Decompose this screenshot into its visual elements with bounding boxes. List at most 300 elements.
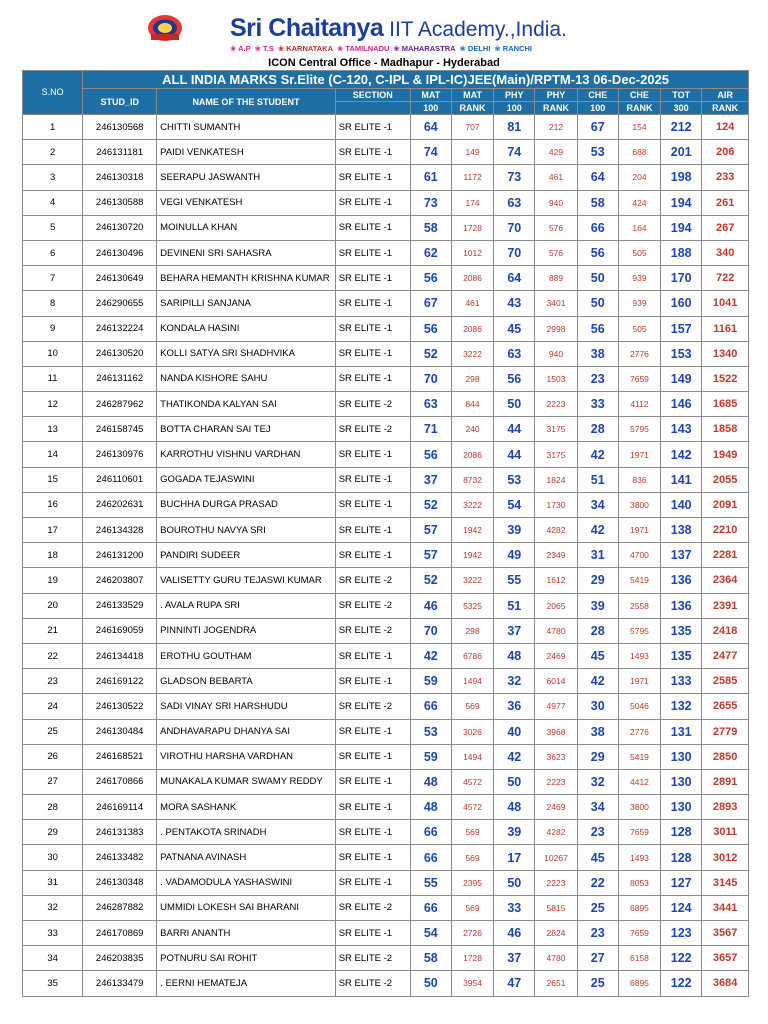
cell-air-rank: 722	[702, 266, 749, 291]
table-row	[23, 795, 749, 820]
cell-section: SR ELITE -1	[335, 366, 410, 391]
cell-che-rank: 1493	[618, 643, 660, 668]
cell-section: SR ELITE -2	[335, 593, 410, 618]
cell-section: SR ELITE -2	[335, 392, 410, 417]
cell-tot: 153	[661, 341, 702, 366]
cell-che: 39	[577, 593, 618, 618]
cell-sno: 3	[23, 165, 83, 190]
cell-mat: 74	[410, 140, 451, 165]
cell-phy-rank: 3175	[535, 417, 577, 442]
cell-stud-id: 246170869	[83, 921, 157, 946]
cell-sno: 7	[23, 266, 83, 291]
cell-mat-rank: 569	[451, 895, 493, 920]
cell-che: 33	[577, 392, 618, 417]
state-label: DELHI	[467, 44, 491, 53]
cell-air-rank: 3684	[702, 971, 749, 996]
cell-name: BARRI ANANTH	[157, 921, 336, 946]
cell-sno: 10	[23, 341, 83, 366]
cell-sno: 32	[23, 895, 83, 920]
cell-air-rank: 1041	[702, 291, 749, 316]
cell-phy: 50	[494, 870, 535, 895]
cell-sno: 22	[23, 643, 83, 668]
cell-air-rank: 2779	[702, 719, 749, 744]
cell-section: SR ELITE -1	[335, 240, 410, 265]
cell-section: SR ELITE -1	[335, 921, 410, 946]
table-row	[23, 266, 749, 291]
col-mat-rank-header: MAT	[451, 89, 493, 102]
cell-che-rank: 7659	[618, 820, 660, 845]
cell-phy-rank: 3968	[535, 719, 577, 744]
cell-phy: 54	[494, 492, 535, 517]
cell-sno: 21	[23, 618, 83, 643]
cell-mat: 73	[410, 190, 451, 215]
cell-mat-rank: 5325	[451, 593, 493, 618]
cell-che: 31	[577, 543, 618, 568]
cell-mat-rank: 1172	[451, 165, 493, 190]
state-item	[278, 44, 333, 53]
cell-tot: 140	[661, 492, 702, 517]
cell-section: SR ELITE -1	[335, 769, 410, 794]
cell-stud-id: 246170866	[83, 769, 157, 794]
cell-phy: 39	[494, 518, 535, 543]
state-label: TAMILNADU	[345, 44, 390, 53]
cell-mat: 57	[410, 543, 451, 568]
col-che-header: CHE	[577, 89, 618, 102]
cell-sno: 34	[23, 946, 83, 971]
table-row	[23, 543, 749, 568]
col-phy-header: PHY	[494, 89, 535, 102]
cell-stud-id: 246169059	[83, 618, 157, 643]
cell-mat: 37	[410, 467, 451, 492]
cell-name: VIROTHU HARSHA VARDHAN	[157, 744, 336, 769]
cell-che: 38	[577, 719, 618, 744]
cell-air-rank: 2893	[702, 795, 749, 820]
cell-section: SR ELITE -1	[335, 543, 410, 568]
state-item	[393, 44, 455, 53]
cell-che-rank: 8053	[618, 870, 660, 895]
cell-stud-id: 246131383	[83, 820, 157, 845]
cell-mat: 59	[410, 669, 451, 694]
col-sno-header: S.NO	[23, 71, 83, 115]
flower-icon: ❀	[277, 44, 287, 53]
table-row	[23, 820, 749, 845]
cell-stud-id: 246168521	[83, 744, 157, 769]
cell-tot: 143	[661, 417, 702, 442]
cell-che: 29	[577, 568, 618, 593]
cell-mat: 56	[410, 266, 451, 291]
cell-phy-rank: 461	[535, 165, 577, 190]
brand-main: Sri Chaitanya	[230, 14, 384, 42]
cell-mat: 70	[410, 366, 451, 391]
col-air-header: AIR	[702, 89, 749, 102]
cell-phy-rank: 2651	[535, 971, 577, 996]
cell-sno: 14	[23, 442, 83, 467]
cell-tot: 212	[661, 115, 702, 140]
col-che-max: 100	[577, 102, 618, 115]
cell-tot: 170	[661, 266, 702, 291]
cell-mat-rank: 4572	[451, 769, 493, 794]
cell-section: SR ELITE -1	[335, 215, 410, 240]
cell-phy-rank: 3401	[535, 291, 577, 316]
cell-che: 42	[577, 669, 618, 694]
cell-sno: 33	[23, 921, 83, 946]
cell-stud-id: 246130588	[83, 190, 157, 215]
cell-name: SEERAPU JASWANTH	[157, 165, 336, 190]
col-mat-max: 100	[410, 102, 451, 115]
cell-mat: 67	[410, 291, 451, 316]
cell-phy: 74	[494, 140, 535, 165]
cell-air-rank: 267	[702, 215, 749, 240]
cell-phy: 70	[494, 240, 535, 265]
cell-name: ANDHAVARAPU DHANYA SAI	[157, 719, 336, 744]
cell-che-rank: 505	[618, 240, 660, 265]
cell-mat-rank: 569	[451, 820, 493, 845]
cell-che: 23	[577, 820, 618, 845]
cell-name: VEGI VENKATESH	[157, 190, 336, 215]
cell-stud-id: 246130720	[83, 215, 157, 240]
cell-tot: 133	[661, 669, 702, 694]
cell-name: KOLLI SATYA SRI SHADHVIKA	[157, 341, 336, 366]
cell-section: SR ELITE -1	[335, 140, 410, 165]
cell-stud-id: 246130568	[83, 115, 157, 140]
cell-che-rank: 4412	[618, 769, 660, 794]
cell-che-rank: 939	[618, 266, 660, 291]
flower-icon: ❀	[459, 44, 468, 53]
table-row	[23, 417, 749, 442]
cell-stud-id: 246131181	[83, 140, 157, 165]
table-row	[23, 845, 749, 870]
cell-che-rank: 1971	[618, 518, 660, 543]
cell-tot: 122	[661, 946, 702, 971]
cell-air-rank: 2585	[702, 669, 749, 694]
cell-name: . PENTAKOTA SRINADH	[157, 820, 336, 845]
cell-mat-rank: 3222	[451, 341, 493, 366]
cell-stud-id: 246130484	[83, 719, 157, 744]
cell-phy: 53	[494, 467, 535, 492]
cell-section: SR ELITE -2	[335, 971, 410, 996]
cell-che-rank: 204	[618, 165, 660, 190]
cell-mat-rank: 1494	[451, 744, 493, 769]
cell-tot: 122	[661, 971, 702, 996]
cell-section: SR ELITE -1	[335, 115, 410, 140]
table-row	[23, 215, 749, 240]
cell-che: 45	[577, 643, 618, 668]
cell-che: 25	[577, 895, 618, 920]
cell-mat-rank: 1494	[451, 669, 493, 694]
cell-mat-rank: 298	[451, 618, 493, 643]
cell-sno: 23	[23, 669, 83, 694]
flower-icon: ❀	[337, 44, 346, 53]
cell-che: 56	[577, 316, 618, 341]
cell-stud-id: 246130649	[83, 266, 157, 291]
cell-mat-rank: 6786	[451, 643, 493, 668]
cell-phy-rank: 1503	[535, 366, 577, 391]
cell-mat-rank: 569	[451, 694, 493, 719]
cell-phy-rank: 429	[535, 140, 577, 165]
cell-che: 38	[577, 341, 618, 366]
table-row	[23, 971, 749, 996]
table-row	[23, 593, 749, 618]
col-mat-rank-sub: RANK	[451, 102, 493, 115]
cell-name: VALISETTY GURU TEJASWI KUMAR	[157, 568, 336, 593]
table-row	[23, 190, 749, 215]
cell-che-rank: 5419	[618, 744, 660, 769]
cell-section: SR ELITE -1	[335, 744, 410, 769]
cell-phy-rank: 4282	[535, 518, 577, 543]
cell-stud-id: 246134328	[83, 518, 157, 543]
cell-che-rank: 154	[618, 115, 660, 140]
cell-air-rank: 340	[702, 240, 749, 265]
cell-air-rank: 3657	[702, 946, 749, 971]
cell-che-rank: 1971	[618, 442, 660, 467]
cell-mat-rank: 1942	[451, 543, 493, 568]
cell-air-rank: 233	[702, 165, 749, 190]
table-row	[23, 316, 749, 341]
cell-phy: 51	[494, 593, 535, 618]
cell-stud-id: 246287962	[83, 392, 157, 417]
cell-section: SR ELITE -2	[335, 618, 410, 643]
cell-name: PANDIRI SUDEER	[157, 543, 336, 568]
cell-phy-rank: 576	[535, 240, 577, 265]
cell-mat: 52	[410, 341, 451, 366]
cell-sno: 13	[23, 417, 83, 442]
cell-air-rank: 1522	[702, 366, 749, 391]
flower-icon: ❀	[494, 44, 503, 53]
table-row	[23, 467, 749, 492]
cell-air-rank: 1161	[702, 316, 749, 341]
cell-che-rank: 1971	[618, 669, 660, 694]
cell-name: BOUROTHU NAVYA SRI	[157, 518, 336, 543]
cell-tot: 149	[661, 366, 702, 391]
table-row	[23, 946, 749, 971]
cell-phy: 37	[494, 618, 535, 643]
cell-phy: 73	[494, 165, 535, 190]
cell-sno: 12	[23, 392, 83, 417]
cell-mat: 64	[410, 115, 451, 140]
table-row	[23, 921, 749, 946]
cell-air-rank: 3567	[702, 921, 749, 946]
cell-phy: 36	[494, 694, 535, 719]
cell-che-rank: 5795	[618, 618, 660, 643]
cell-phy: 44	[494, 417, 535, 442]
cell-section: SR ELITE -1	[335, 442, 410, 467]
cell-che-rank: 5795	[618, 417, 660, 442]
cell-phy: 48	[494, 643, 535, 668]
table-row	[23, 643, 749, 668]
cell-tot: 160	[661, 291, 702, 316]
col-section-header: SECTION	[335, 89, 410, 102]
cell-mat-rank: 8732	[451, 467, 493, 492]
cell-phy-rank: 889	[535, 266, 577, 291]
cell-phy: 40	[494, 719, 535, 744]
cell-stud-id: 246169122	[83, 669, 157, 694]
cell-name: GOGADA TEJASWINI	[157, 467, 336, 492]
cell-phy: 44	[494, 442, 535, 467]
cell-che: 50	[577, 266, 618, 291]
cell-section: SR ELITE -1	[335, 719, 410, 744]
cell-phy-rank: 1612	[535, 568, 577, 593]
col-tot-header: TOT	[661, 89, 702, 102]
col-tot-max: 300	[661, 102, 702, 115]
cell-che-rank: 164	[618, 215, 660, 240]
cell-tot: 135	[661, 618, 702, 643]
cell-mat: 55	[410, 870, 451, 895]
cell-mat-rank: 707	[451, 115, 493, 140]
cell-name: POTNURU SAI ROHIT	[157, 946, 336, 971]
cell-che-rank: 5046	[618, 694, 660, 719]
cell-che: 23	[577, 366, 618, 391]
cell-tot: 135	[661, 643, 702, 668]
cell-air-rank: 124	[702, 115, 749, 140]
col-phy-rank-header: PHY	[535, 89, 577, 102]
table-row	[23, 392, 749, 417]
cell-phy-rank: 4282	[535, 820, 577, 845]
cell-sno: 1	[23, 115, 83, 140]
cell-phy: 37	[494, 946, 535, 971]
cell-tot: 123	[661, 921, 702, 946]
state-item	[255, 44, 274, 53]
cell-phy-rank: 4780	[535, 946, 577, 971]
cell-tot: 136	[661, 568, 702, 593]
cell-phy-rank: 2223	[535, 392, 577, 417]
flower-icon: ❀	[230, 44, 239, 53]
cell-stud-id: 246133479	[83, 971, 157, 996]
cell-air-rank: 2210	[702, 518, 749, 543]
cell-phy-rank: 1824	[535, 467, 577, 492]
cell-section: SR ELITE -1	[335, 266, 410, 291]
cell-phy: 43	[494, 291, 535, 316]
cell-name: PINNINTI JOGENDRA	[157, 618, 336, 643]
state-label: T.S	[262, 44, 274, 53]
cell-mat: 50	[410, 971, 451, 996]
table-row	[23, 140, 749, 165]
cell-mat-rank: 1728	[451, 946, 493, 971]
cell-name: . AVALA RUPA SRI	[157, 593, 336, 618]
cell-phy-rank: 1730	[535, 492, 577, 517]
table-row	[23, 442, 749, 467]
cell-phy-rank: 2824	[535, 921, 577, 946]
col-air-sub: RANK	[702, 102, 749, 115]
cell-stud-id: 246130522	[83, 694, 157, 719]
cell-section: SR ELITE -1	[335, 467, 410, 492]
cell-phy-rank: 2469	[535, 795, 577, 820]
cell-sno: 24	[23, 694, 83, 719]
cell-che: 53	[577, 140, 618, 165]
cell-stud-id: 246131162	[83, 366, 157, 391]
cell-stud-id: 246158745	[83, 417, 157, 442]
cell-mat: 42	[410, 643, 451, 668]
cell-tot: 146	[661, 392, 702, 417]
table-row	[23, 366, 749, 391]
cell-mat-rank: 461	[451, 291, 493, 316]
cell-air-rank: 1949	[702, 442, 749, 467]
col-name-header: NAME OF THE STUDENT	[157, 89, 336, 115]
cell-che-rank: 2776	[618, 341, 660, 366]
cell-phy-rank: 2998	[535, 316, 577, 341]
marks-table	[22, 70, 749, 997]
cell-stud-id: 246133529	[83, 593, 157, 618]
cell-mat-rank: 1012	[451, 240, 493, 265]
cell-name: KARROTHU VISHNU VARDHAN	[157, 442, 336, 467]
cell-air-rank: 2418	[702, 618, 749, 643]
state-item	[494, 44, 532, 53]
cell-air-rank: 2055	[702, 467, 749, 492]
cell-mat: 52	[410, 492, 451, 517]
cell-che: 42	[577, 442, 618, 467]
cell-mat-rank: 298	[451, 366, 493, 391]
cell-sno: 5	[23, 215, 83, 240]
cell-tot: 128	[661, 845, 702, 870]
cell-stud-id: 246133482	[83, 845, 157, 870]
cell-name: PATNANA AVINASH	[157, 845, 336, 870]
cell-tot: 188	[661, 240, 702, 265]
cell-phy-rank: 3623	[535, 744, 577, 769]
cell-mat: 66	[410, 820, 451, 845]
cell-phy: 45	[494, 316, 535, 341]
cell-section: SR ELITE -1	[335, 341, 410, 366]
cell-mat: 63	[410, 392, 451, 417]
cell-sno: 2	[23, 140, 83, 165]
cell-sno: 28	[23, 795, 83, 820]
cell-phy: 17	[494, 845, 535, 870]
table-row	[23, 769, 749, 794]
cell-phy-rank: 2469	[535, 643, 577, 668]
table-row	[23, 719, 749, 744]
cell-che-rank: 6158	[618, 946, 660, 971]
cell-sno: 35	[23, 971, 83, 996]
cell-phy: 56	[494, 366, 535, 391]
cell-air-rank: 3011	[702, 820, 749, 845]
cell-stud-id: 246202631	[83, 492, 157, 517]
cell-stud-id: 246130976	[83, 442, 157, 467]
table-row	[23, 165, 749, 190]
cell-section: SR ELITE -2	[335, 568, 410, 593]
cell-tot: 194	[661, 190, 702, 215]
cell-section: SR ELITE -1	[335, 643, 410, 668]
state-label: A.P	[238, 44, 251, 53]
cell-sno: 18	[23, 543, 83, 568]
col-che-rank-header: CHE	[618, 89, 660, 102]
cell-che: 23	[577, 921, 618, 946]
cell-mat: 59	[410, 744, 451, 769]
cell-mat: 56	[410, 442, 451, 467]
cell-mat: 57	[410, 518, 451, 543]
cell-sno: 19	[23, 568, 83, 593]
cell-phy: 39	[494, 820, 535, 845]
cell-che: 30	[577, 694, 618, 719]
cell-air-rank: 2281	[702, 543, 749, 568]
table-row	[23, 870, 749, 895]
cell-tot: 130	[661, 795, 702, 820]
cell-phy: 63	[494, 341, 535, 366]
cell-sno: 11	[23, 366, 83, 391]
cell-che: 32	[577, 769, 618, 794]
cell-phy: 63	[494, 190, 535, 215]
cell-tot: 201	[661, 140, 702, 165]
cell-che: 29	[577, 744, 618, 769]
cell-che: 34	[577, 795, 618, 820]
cell-phy-rank: 4977	[535, 694, 577, 719]
brand-title	[230, 14, 567, 43]
cell-mat-rank: 4572	[451, 795, 493, 820]
cell-tot: 138	[661, 518, 702, 543]
cell-section: SR ELITE -1	[335, 190, 410, 215]
cell-mat-rank: 240	[451, 417, 493, 442]
cell-air-rank: 2391	[702, 593, 749, 618]
col-id-header: STUD_ID	[83, 89, 157, 115]
cell-mat-rank: 2395	[451, 870, 493, 895]
cell-che: 58	[577, 190, 618, 215]
